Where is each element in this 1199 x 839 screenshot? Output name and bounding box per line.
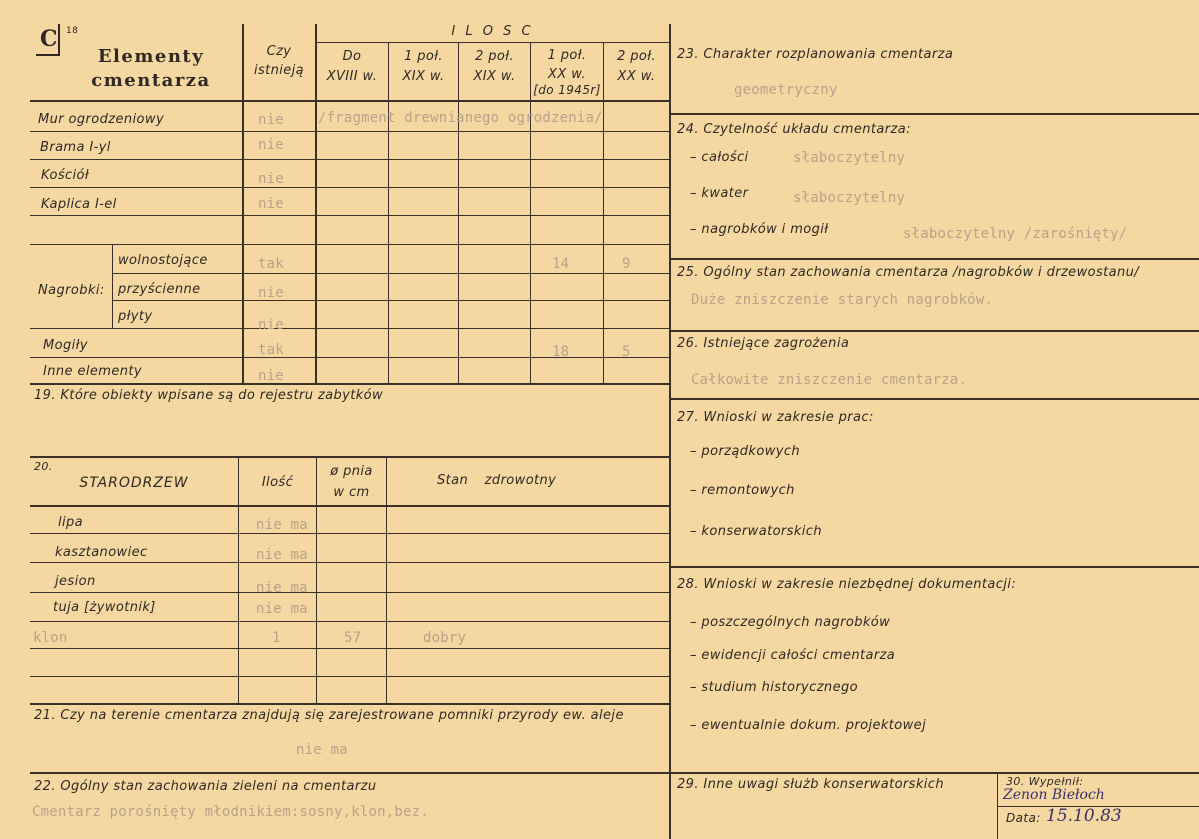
period-2-l1: 1 poł.	[404, 49, 443, 64]
period-1-l1: Do	[342, 49, 362, 64]
s27-item: – porządkowych	[690, 444, 801, 459]
count-1945: 18	[552, 344, 570, 360]
s25-label: 25. Ogólny stan zachowania cmentarza /nagrobków i drzewostanu/	[677, 265, 1140, 280]
period-5-l2: XX w.	[617, 69, 656, 84]
row-exists: tak	[258, 342, 284, 358]
s20-number: 20.	[34, 460, 53, 473]
section-line	[670, 398, 1199, 400]
tree-col-line	[386, 456, 387, 704]
card-number: 18	[66, 26, 79, 36]
s30-date-label: Data:	[1006, 811, 1041, 825]
nagrobki-label: Nagrobki:	[38, 283, 105, 298]
row-label: Mur ogrodzeniowy	[38, 112, 165, 127]
row-label: wolnostojące	[118, 253, 208, 268]
section-line	[670, 330, 1199, 332]
tree-name: klon	[33, 630, 68, 646]
count-1945: 14	[552, 256, 570, 272]
section-line	[670, 258, 1199, 260]
s24-item-label: – kwater	[690, 186, 749, 201]
s20-col-pnia-1: ø pnia	[330, 464, 373, 479]
tree-name: tuja [żywotnik]	[53, 600, 156, 615]
row-exists: nie	[258, 196, 284, 212]
row-label: Mogiły	[43, 338, 88, 353]
col-line-p5	[603, 42, 604, 384]
row-label: płyty	[118, 309, 153, 324]
period-4-l1: 1 poł.	[547, 48, 587, 63]
period-2-l2: XIX w.	[402, 69, 445, 84]
page-title-line2: cmentarza	[91, 70, 211, 91]
tree-name: lipa	[58, 515, 84, 530]
tree-count: nie ma	[256, 517, 308, 533]
section-line	[670, 772, 1199, 774]
czy-header-2: istnieją	[253, 63, 305, 78]
s25-value: Duże zniszczenie starych nagrobków.	[691, 292, 994, 308]
s24-item-value: słaboczytelny /zarośnięty/	[903, 226, 1128, 242]
row-line	[30, 131, 670, 132]
s20-col-ilosc: Ilość	[261, 475, 294, 490]
s24-item-label: – całości	[690, 150, 749, 165]
section-line	[670, 113, 1199, 115]
s29-label: 29. Inne uwagi służb konserwatorskich	[677, 777, 944, 792]
row-exists: nie	[258, 368, 284, 384]
s22-label: 22. Ogólny stan zachowania zieleni na cmentarzu	[34, 779, 377, 794]
ilosc-line	[315, 42, 670, 43]
col-line-czy	[242, 24, 244, 384]
s24-item-label: – nagrobków i mogił	[690, 222, 829, 237]
row-exists: tak	[258, 256, 284, 272]
czy-header-1: Czy	[266, 44, 292, 59]
col-line-p3	[458, 42, 459, 384]
nagrobki-split	[112, 244, 113, 328]
signature: Zenon Biełoch	[1003, 787, 1105, 803]
s27-label: 27. Wnioski w zakresie prac:	[677, 410, 874, 425]
tree-row-line	[30, 592, 670, 593]
col-line-p2	[388, 42, 389, 384]
s28-item: – ewentualnie dokum. projektowej	[690, 718, 927, 733]
row-exists: nie	[258, 285, 284, 301]
tree-row-line	[30, 533, 670, 534]
section-line	[30, 456, 670, 458]
row-exists: nie	[258, 112, 284, 128]
tree-diameter: 57	[344, 630, 362, 646]
tree-name: kasztanowiec	[55, 545, 148, 560]
section-line	[30, 772, 670, 774]
tree-health: dobry	[423, 630, 467, 646]
header-bottom-line	[30, 100, 670, 102]
page-title-line1: Elementy	[97, 46, 205, 67]
ilosc-header: I L O S C	[451, 24, 534, 39]
s28-label: 28. Wnioski w zakresie niezbędnej dokumentacji:	[677, 577, 1017, 592]
tree-row-line	[30, 621, 670, 622]
tree-count: nie ma	[256, 601, 308, 617]
s20-header: STARODRZEW	[79, 475, 189, 491]
s19-label: 19. Które obiekty wpisane są do rejestru zabytków	[34, 388, 384, 403]
s22-value: Cmentarz porośnięty młodnikiem:sosny,klon,bez.	[32, 804, 429, 820]
section-line	[30, 383, 670, 385]
s27-item: – remontowych	[690, 483, 795, 498]
s28-item: – ewidencji całości cmentarza	[690, 648, 896, 663]
row-label: Brama I-yl	[40, 140, 111, 155]
tree-count: nie ma	[256, 547, 308, 563]
column-divider	[669, 24, 671, 839]
row-line	[30, 215, 670, 216]
card-letter-box	[36, 24, 60, 56]
row-exists: nie	[258, 317, 284, 333]
tree-count: nie ma	[256, 580, 308, 596]
tree-name: jesion	[55, 574, 96, 589]
tree-row-line	[30, 648, 670, 649]
count-2xx: 9	[622, 256, 631, 272]
s24-item-value: słaboczytelny	[793, 150, 906, 166]
tree-row-line	[30, 676, 670, 677]
card-letter: C	[40, 26, 58, 52]
tree-row-line	[30, 562, 670, 563]
section-line	[670, 566, 1199, 568]
s24-label: 24. Czytelność układu cmentarza:	[677, 122, 911, 137]
s28-item: – studium historycznego	[690, 680, 858, 695]
fence-note: /fragment drewnianego ogrodzenia/	[318, 110, 603, 126]
s23-value: geometryczny	[734, 82, 838, 98]
s24-item-value: słaboczytelny	[793, 190, 906, 206]
tree-count: 1	[272, 630, 281, 646]
row-label: Kaplica I-el	[41, 197, 117, 212]
s27-item: – konserwatorskich	[690, 524, 822, 539]
s21-label: 21. Czy na terenie cmentarza znajdują się zarejestrowane pomniki przyrody ew. aleje	[34, 708, 624, 723]
s26-label: 26. Istniejące zagrożenia	[677, 336, 850, 351]
s21-value: nie ma	[296, 742, 348, 758]
row-exists: nie	[258, 137, 284, 153]
tree-col-line	[238, 456, 239, 704]
period-3-l1: 2 poł.	[475, 49, 514, 64]
s26-value: Całkowite zniszczenie cmentarza.	[691, 372, 968, 388]
s30-label: 30. Wypełnił:	[1006, 775, 1084, 788]
section-line	[30, 703, 670, 705]
count-2xx: 5	[622, 344, 631, 360]
row-line	[30, 159, 670, 160]
row-line	[112, 300, 670, 301]
row-line	[30, 328, 670, 329]
period-5-l1: 2 poł.	[617, 49, 656, 64]
row-label: Kościół	[41, 168, 90, 183]
row-line	[30, 244, 670, 245]
row-line	[30, 187, 670, 188]
s30-date-value: 15.10.83	[1046, 806, 1122, 826]
s20-col-stan: Stan zdrowotny	[437, 473, 557, 488]
tree-header-line	[30, 505, 670, 507]
row-line	[30, 357, 670, 358]
period-4-l3: [do 1945r]	[533, 83, 601, 97]
row-label: Inne elementy	[43, 364, 142, 379]
period-3-l2: XIX w.	[473, 69, 516, 84]
period-4-l2: XX w.	[548, 67, 586, 82]
s23-label: 23. Charakter rozplanowania cmentarza	[677, 47, 954, 62]
s28-item: – poszczególnych nagrobków	[690, 615, 891, 630]
period-1-l2: XVIII w.	[326, 69, 378, 84]
row-line	[112, 273, 670, 274]
row-label: przyścienne	[118, 282, 201, 297]
row-exists: nie	[258, 171, 284, 187]
s20-col-pnia-2: w cm	[333, 485, 370, 500]
